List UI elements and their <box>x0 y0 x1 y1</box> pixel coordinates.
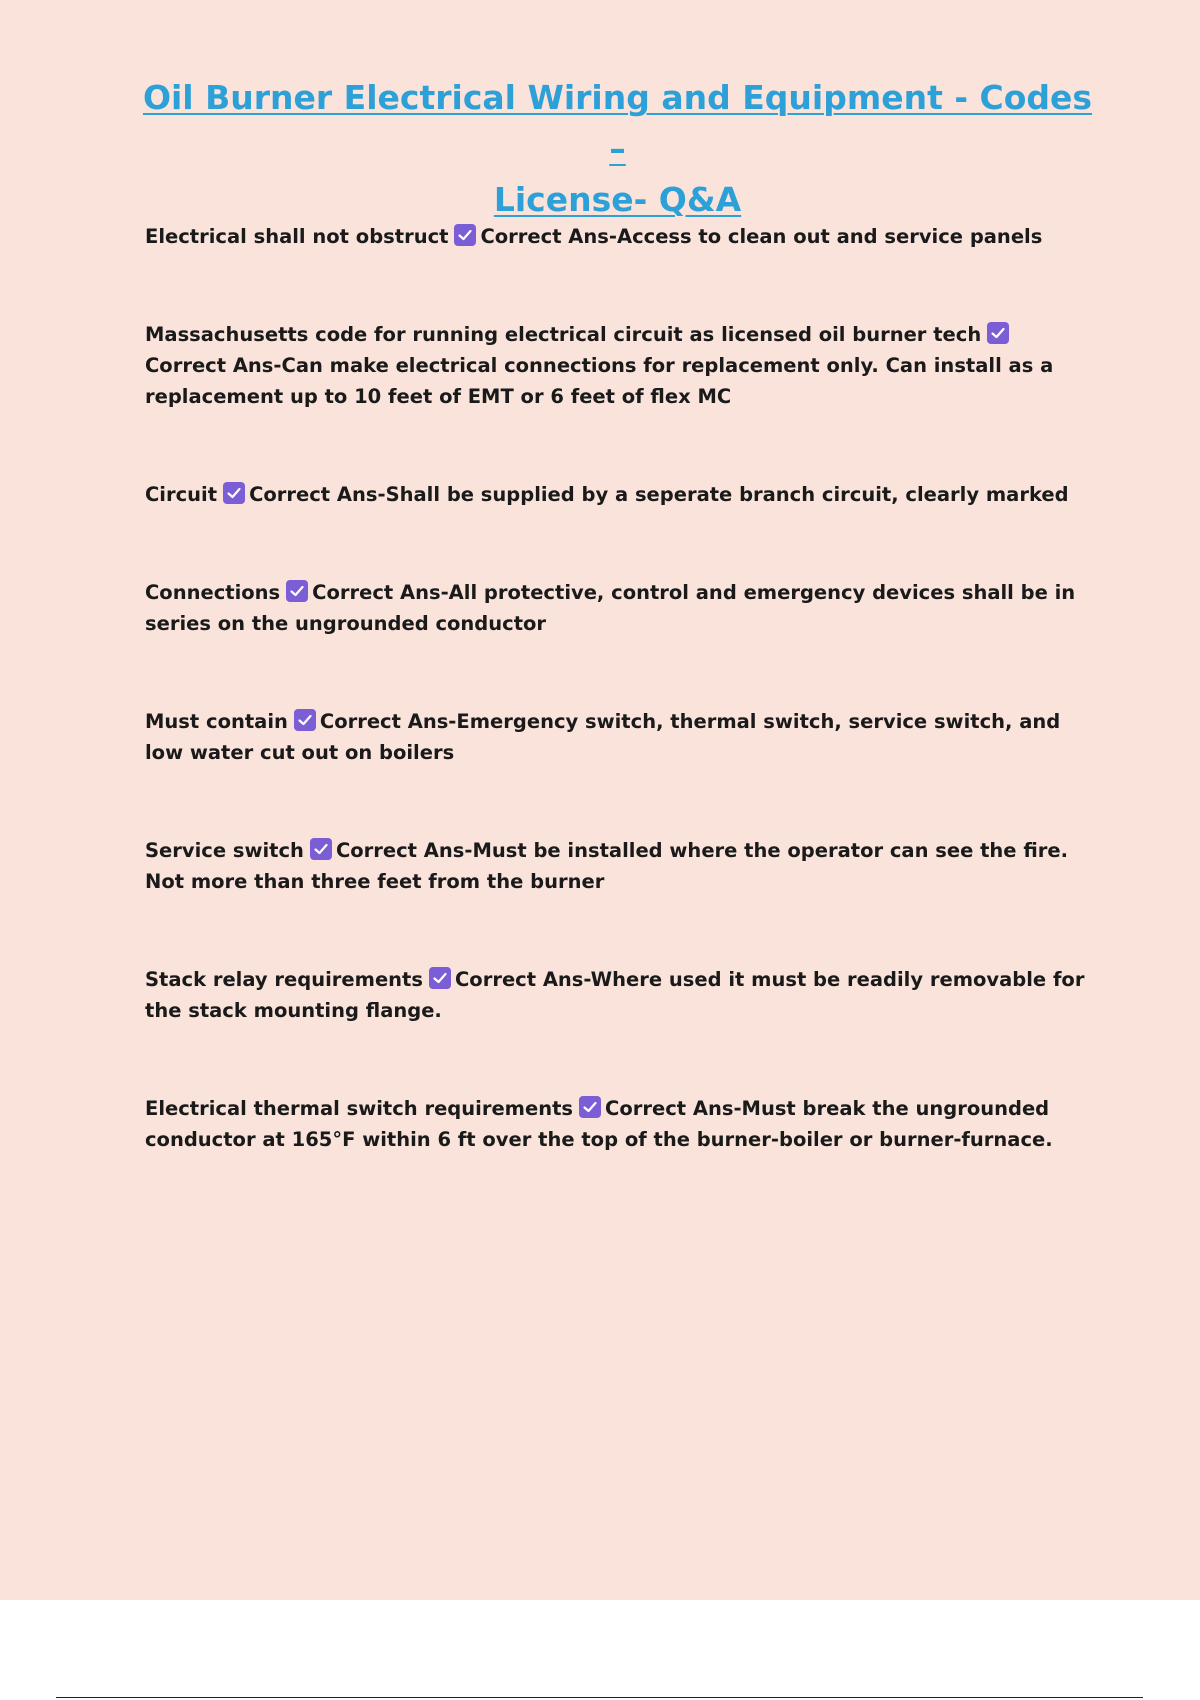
qa-question: Must contain <box>145 710 288 733</box>
qa-question: Circuit <box>145 483 218 506</box>
qa-answer: Correct Ans-Emergency switch, thermal switch, service switch, and low water cut out on boilers <box>145 710 1061 764</box>
qa-question: Service switch <box>145 839 304 862</box>
qa-question: Connections <box>145 581 281 604</box>
title-line-1: Oil Burner Electrical Wiring and Equipment - Codes – <box>142 78 1093 168</box>
title-line-2: License- Q&A <box>493 180 742 219</box>
qa-answer: Correct Ans-Shall be supplied by a seperate branch circuit, clearly marked <box>249 483 1069 506</box>
qa-question: Electrical shall not obstruct <box>145 225 449 248</box>
qa-answer: Correct Ans-Where used it must be readily removable for the stack mounting flange. <box>145 968 1085 1022</box>
qa-answer: Correct Ans-Must be installed where the operator can see the fire. Not more than three feet from the burner <box>145 839 1069 893</box>
qa-question: Electrical thermal switch requirements <box>145 1097 574 1120</box>
qa-item <box>145 964 1090 1026</box>
qa-answer: Correct Ans-Access to clean out and service panels <box>480 225 1043 248</box>
checkbox-checked-icon <box>987 322 1009 344</box>
qa-list <box>145 221 1090 1222</box>
title-block <box>140 72 1095 225</box>
checkbox-checked-icon <box>310 838 332 860</box>
checkbox-checked-icon <box>286 580 308 602</box>
qa-question: Massachusetts code for running electrical circuit as licensed oil burner tech <box>145 323 982 346</box>
checkbox-checked-icon <box>223 482 245 504</box>
qa-item <box>145 479 1090 510</box>
qa-answer: Correct Ans-All protective, control and emergency devices shall be in series on the ungrounded conductor <box>145 581 1076 635</box>
page-title <box>140 72 1095 225</box>
qa-item <box>145 319 1090 412</box>
checkbox-checked-icon <box>294 709 316 731</box>
checkbox-checked-icon <box>429 967 451 989</box>
qa-item <box>145 1093 1090 1155</box>
checkbox-checked-icon <box>579 1096 601 1118</box>
qa-item <box>145 221 1090 252</box>
footer-divider <box>56 1697 1143 1698</box>
qa-answer: Correct Ans-Can make electrical connections for replacement only. Can install as a replacement up to 10 feet of EMT or 6 feet of flex MC <box>145 354 1054 408</box>
qa-item <box>145 835 1090 897</box>
qa-answer: Correct Ans-Must break the ungrounded conductor at 165°F within 6 ft over the top of the burner-boiler or burner-furnace. <box>145 1097 1053 1151</box>
qa-question: Stack relay requirements <box>145 968 423 991</box>
checkbox-checked-icon <box>454 224 476 246</box>
qa-item <box>145 706 1090 768</box>
qa-item <box>145 577 1090 639</box>
